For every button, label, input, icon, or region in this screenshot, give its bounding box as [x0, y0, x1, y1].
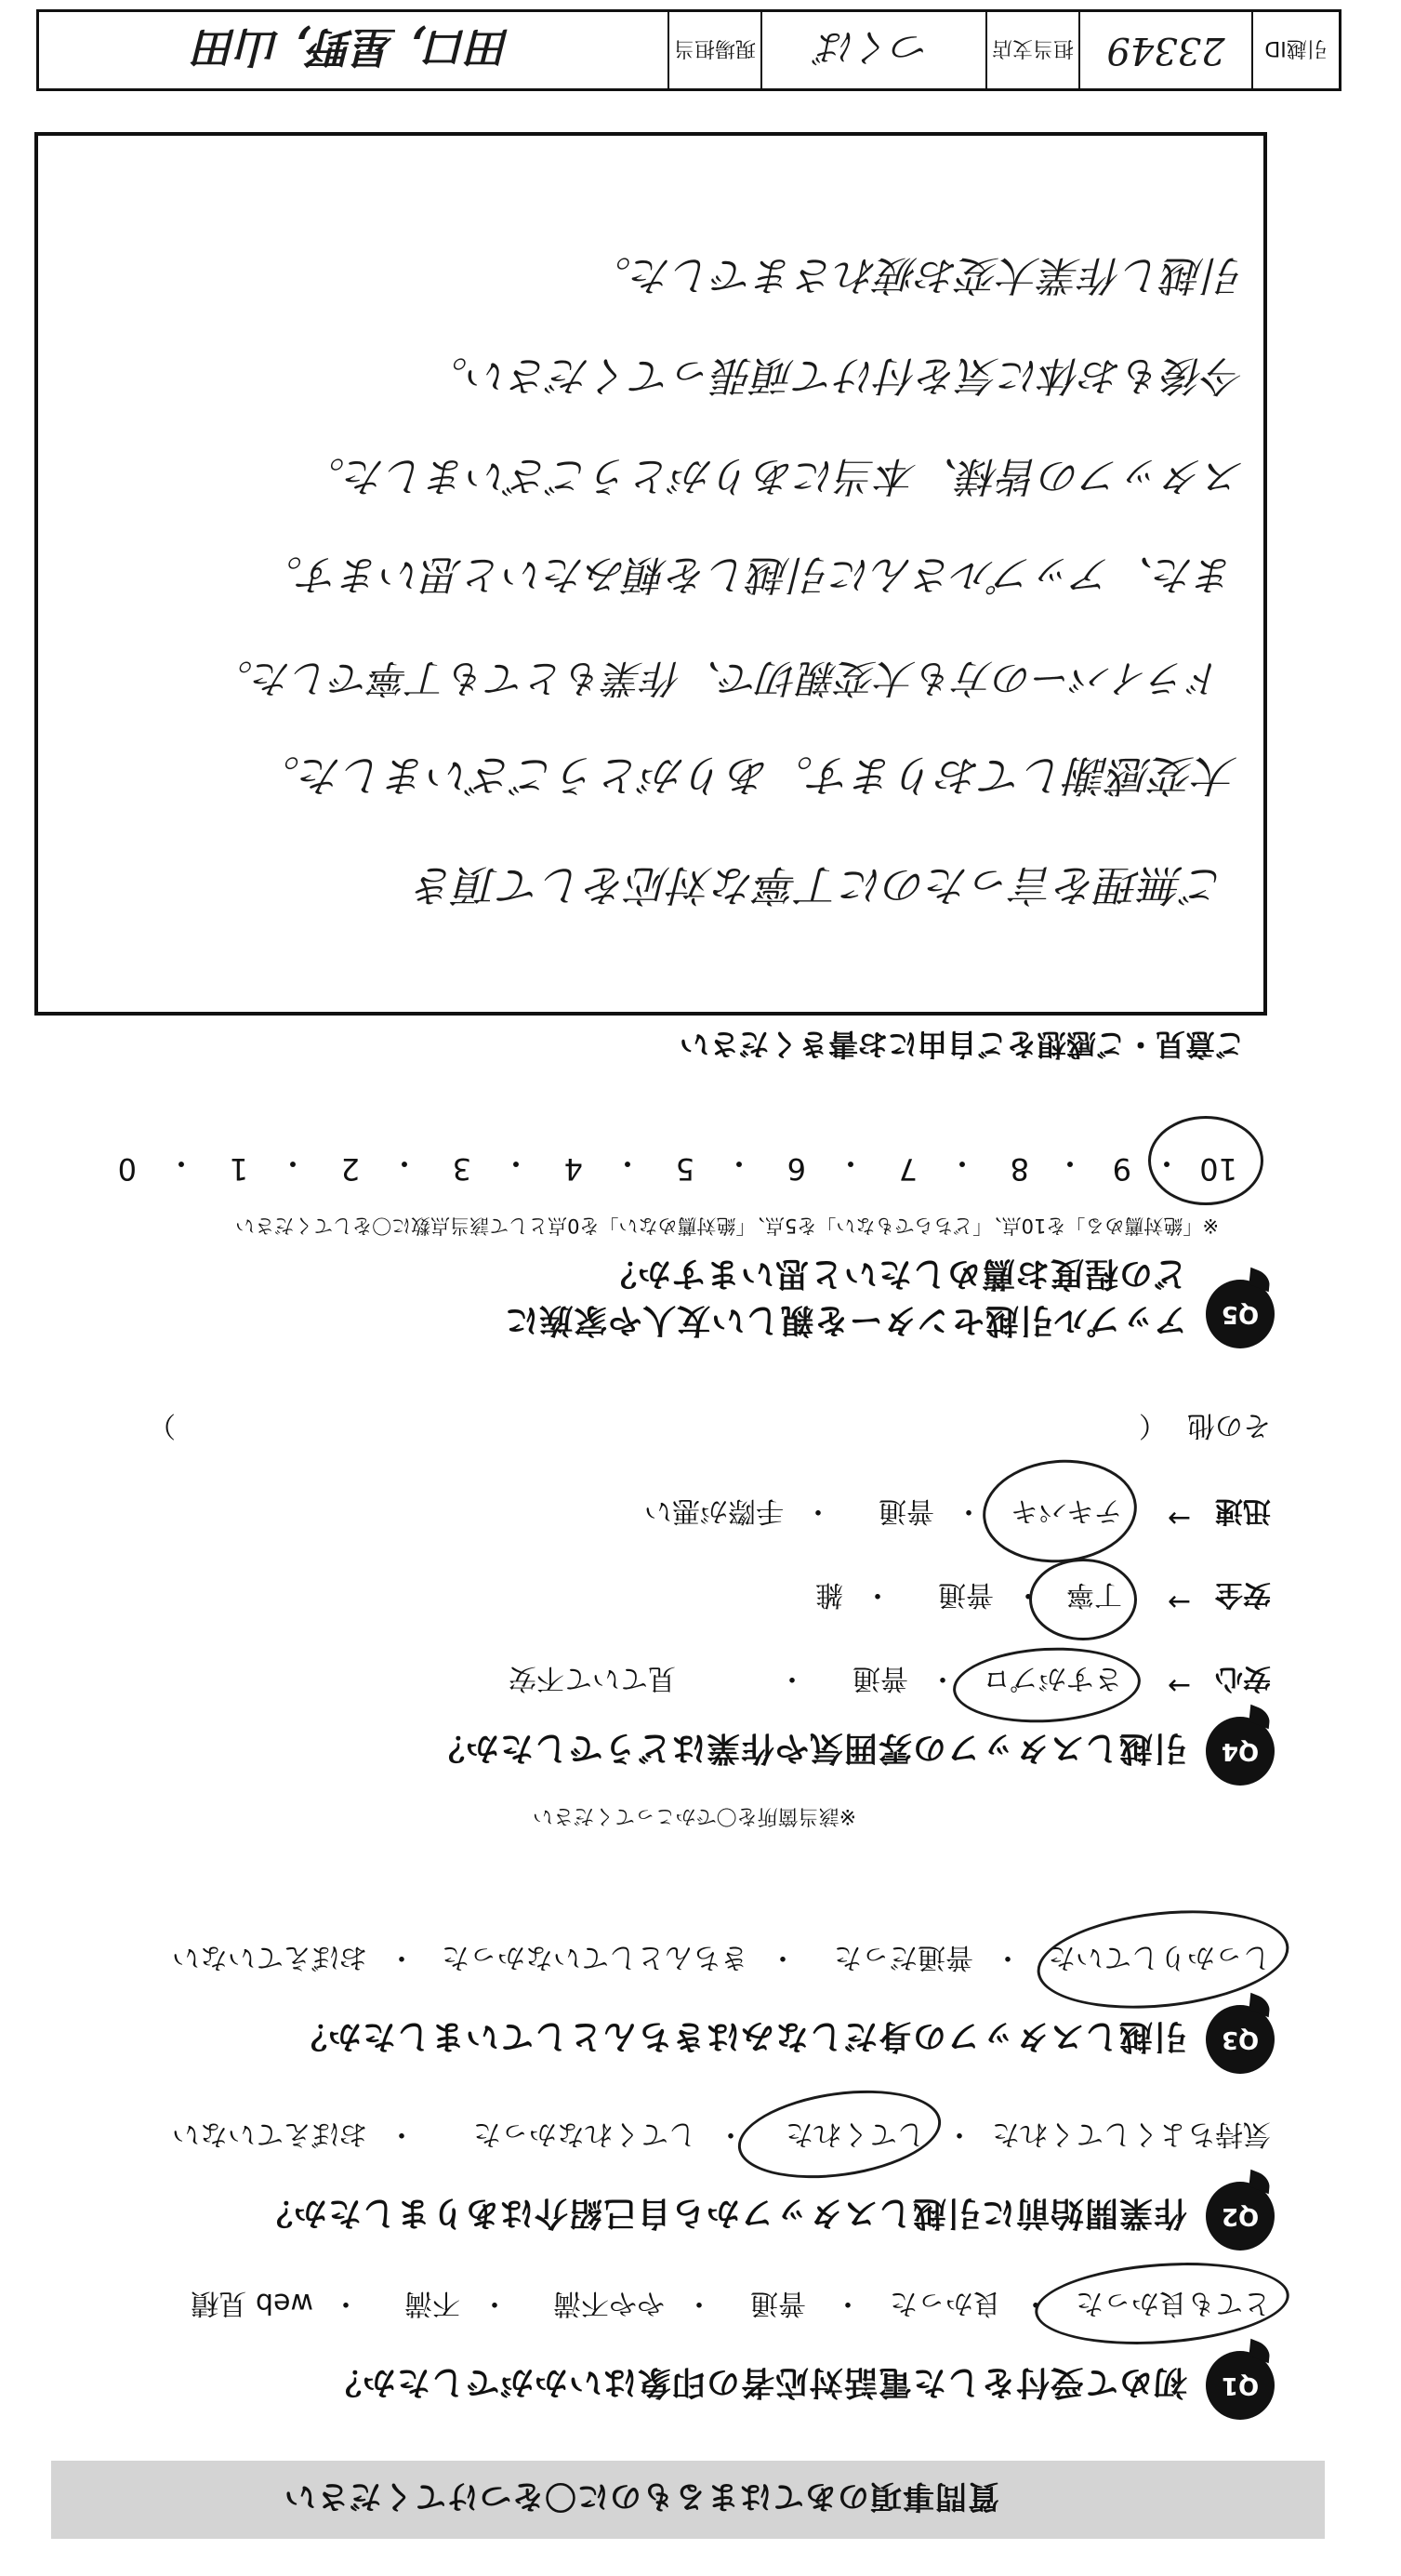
q3-question: 引越しスタッフの身だしなみはきちんとしていましたか？	[292, 2017, 1187, 2055]
staff-label: 現場担当	[667, 12, 760, 88]
q1-option-6[interactable]: web 見積	[191, 2287, 313, 2319]
q5-score-6[interactable]: 6	[786, 1151, 806, 1187]
q5-note: ※「絶対薦める」を10点、「どちらでもない」を5点、「絶対薦めない」を0点として該当点数に〇をしてください	[235, 1215, 1219, 1237]
q4-anshin-selection-circle	[951, 1643, 1143, 1727]
comment-line-2: 大変感謝しております。ありがとうございました。	[257, 750, 1237, 801]
q4-row-jinsoku: 迅速 → テキパキ ・ 普通 ・ 手際が悪い	[644, 1494, 1271, 1534]
q5-selection-circle	[1148, 1116, 1263, 1205]
q5-score-7[interactable]: 7	[898, 1151, 918, 1187]
q2-option-1[interactable]: 気持ちよくしてくれた	[992, 2118, 1271, 2150]
q1-question: 初めて受付をした電話対応者の印象はいかがでしたか？	[326, 2363, 1187, 2401]
comment-line-7: 引越し作業大変お疲れさまでした。	[590, 251, 1245, 299]
q5-score-2[interactable]: 2	[340, 1151, 360, 1187]
q4-anshin-option-2[interactable]: 普通	[852, 1662, 908, 1694]
q2-question: 作業開始前に引越しスタッフから自己紹介はありましたか？	[258, 2194, 1187, 2232]
q4-other: その他 （ ）	[44, 1408, 1271, 1449]
comment-line-4: また、アップルさんに引越しを頼みたいと思います。	[261, 551, 1236, 598]
q4-jinsoku-selection-circle	[979, 1454, 1142, 1569]
instruction-banner	[51, 2461, 1325, 2539]
instruction-text: 質問事項のあてはまるものに〇をつけてください	[284, 2477, 999, 2516]
q5-question-line1: アップル引越センターを親しい友人や家族に	[504, 1301, 1187, 1339]
comment-line-3: ドライバーの方も大変親切で、作業もとても丁寧でした。	[213, 656, 1226, 701]
q4-anzen-option-3[interactable]: 雑	[815, 1578, 843, 1611]
q4-row-anshin-label: 安心	[1215, 1662, 1271, 1694]
q1-option-1[interactable]: とても良かった	[1076, 2287, 1271, 2319]
q4-row-anshin: 安心 → さすがプロ ・ 普通 ・ 見ていて不安	[509, 1662, 1271, 1702]
q2-option-2[interactable]: してくれた	[786, 2118, 925, 2150]
comment-line-6: 今後もお体に気を付けて頑張ってください。	[427, 352, 1245, 399]
q5-score-0[interactable]: 0	[117, 1151, 137, 1187]
q3-options: しっかりしていた ・ 普通だった ・ きちんとしていなかった ・ おぼえていない	[44, 1940, 1271, 1981]
id-value: 23349	[1078, 12, 1251, 88]
q4-jinsoku-option-2[interactable]: 普通	[879, 1494, 934, 1527]
comment-line-1: ご無理を言ったのに丁寧な対応をして頂き	[414, 860, 1226, 910]
q4-note: ※該当箇所を〇でかこってください	[533, 1804, 856, 1827]
q5-score-8[interactable]: 8	[1010, 1151, 1029, 1187]
q5-score-10[interactable]: 10	[1199, 1151, 1237, 1187]
q5-icon: Q5	[1206, 1280, 1275, 1348]
staff-value: 田口, 星野, 山田	[194, 22, 512, 73]
q4-anshin-option-1[interactable]: さすがプロ	[983, 1662, 1122, 1694]
q4-jinsoku-option-1[interactable]: テキパキ	[1011, 1494, 1122, 1527]
q4-other-label: その他	[1187, 1409, 1271, 1441]
q3-option-3[interactable]: きちんとしていなかった	[442, 1941, 748, 1973]
q5-question-line2: どの程度お薦めしたいと思いますか？	[601, 1255, 1187, 1293]
q1-option-3[interactable]: 普通	[750, 2287, 806, 2319]
q5-score-1[interactable]: 1	[229, 1151, 248, 1187]
q4-icon: Q4	[1206, 1717, 1275, 1786]
q4-anshin-option-3[interactable]: 見ていて不安	[509, 1662, 676, 1694]
q5-score-5[interactable]: 5	[675, 1151, 694, 1187]
comments-heading: ご意見・ご感想をご自由にお書きください	[679, 1027, 1245, 1062]
q5-score-4[interactable]: 4	[563, 1151, 583, 1187]
q3-option-4[interactable]: おぼえていない	[172, 1941, 367, 1973]
info-table	[36, 9, 1342, 91]
q4-jinsoku-option-3[interactable]: 手際が悪い	[644, 1494, 784, 1527]
q5-score-3[interactable]: 3	[452, 1151, 471, 1187]
q3-option-1[interactable]: しっかりしていた	[1048, 1941, 1271, 1973]
q2-selection-circle	[733, 2078, 946, 2190]
q4-anzen-option-1[interactable]: 丁寧	[1066, 1578, 1122, 1611]
comment-line-5: スタッフの皆様、本当にありがとうございました。	[304, 452, 1245, 499]
q4-other-field[interactable]	[174, 1412, 1141, 1449]
q1-option-2[interactable]: 良かった	[890, 2287, 1001, 2319]
q1-selection-circle	[1032, 2255, 1291, 2353]
comments-box	[34, 132, 1267, 1062]
q2-option-3[interactable]: してくれなかった	[473, 2118, 696, 2150]
id-label: 引越ID	[1251, 12, 1339, 88]
q1-icon: Q1	[1206, 2351, 1275, 2420]
q4-anzen-selection-circle	[1029, 1559, 1137, 1640]
branch-value: つくば	[760, 12, 985, 88]
q5-score-9[interactable]: 9	[1112, 1151, 1131, 1187]
q4-row-anzen: 安全 → 丁寧 ・ 普通 ・ 雑	[815, 1578, 1271, 1618]
q4-row-jinsoku-label: 迅速	[1215, 1494, 1271, 1527]
q1-options: とても良かった ・ 良かった ・ 普通 ・ やや不満 ・ 不満 ・ web 見積	[44, 2286, 1271, 2327]
q1-option-5[interactable]: 不満	[404, 2287, 460, 2319]
q1-option-4[interactable]: やや不満	[553, 2287, 665, 2319]
q5-scale: 10 ・ 9 ・ 8 ・ 7 ・ 6 ・ 5 ・ 4 ・ 3 ・ 2 ・ 1 ・ 0	[117, 1146, 1237, 1187]
q2-option-4[interactable]: おぼえていない	[172, 2118, 367, 2150]
branch-label: 担当支店	[985, 12, 1078, 88]
q3-icon: Q3	[1206, 2005, 1275, 2074]
q2-options: 気持ちよくしてくれた ・ してくれた ・ してくれなかった ・ おぼえていない	[44, 2117, 1271, 2158]
q2-icon: Q2	[1206, 2182, 1275, 2251]
q4-anzen-option-2[interactable]: 普通	[938, 1578, 994, 1611]
q4-question: 引越しスタッフの雰囲気や作業はどうでしたか？	[430, 1729, 1187, 1767]
q3-option-2[interactable]: 普通だった	[834, 1941, 973, 1973]
q4-row-anzen-label: 安全	[1215, 1578, 1271, 1611]
